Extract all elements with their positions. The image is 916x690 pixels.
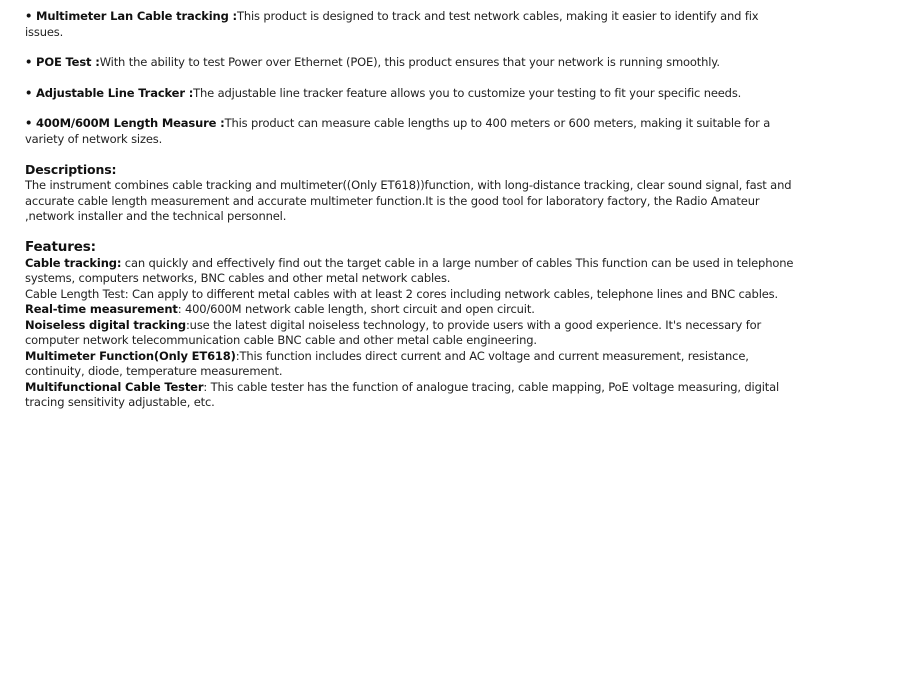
feature-text: :use the latest digital noiseless technology, to provide users with a good experience. It's necessary for computer network telecommunication cable BNC cable and other metal cable engineering. xyxy=(25,317,762,347)
feature-label: Cable tracking: xyxy=(25,255,122,270)
feature-multimeter-function xyxy=(25,349,800,380)
feature-text: : 400/600M network cable length, short circuit and open circuit. xyxy=(177,302,535,316)
feature-text: Cable Length Test: Can apply to different metal cables with at least 2 cores including network cables, telephone lines and BNC cables. xyxy=(25,286,779,301)
feature-noiseless-tracking xyxy=(25,318,800,349)
bullet-text: This product can measure cable lengths up to 400 meters or 600 meters, making it suitable for a variety of network sizes. xyxy=(25,116,771,146)
bullet-item-line-tracker xyxy=(25,86,800,102)
feature-label: Noiseless digital tracking xyxy=(25,317,186,332)
bullet-text: With the ability to test Power over Ethernet (POE), this product ensures that your network is running smoothly. xyxy=(99,55,720,69)
feature-real-time-measurement xyxy=(25,302,800,318)
product-description-content xyxy=(25,9,800,411)
feature-label: Multifunctional Cable Tester xyxy=(25,379,204,394)
descriptions-text: The instrument combines cable tracking and multimeter((Only ET618))function, with long-distance tracking, clear sound signal, fast and accurate cable length measurement and accurate multimeter function.It is the good tool for laboratory factory, the Radio Amateur ,network installer and the technical personnel. xyxy=(25,178,792,223)
feature-label: Multimeter Function(Only ET618) xyxy=(25,348,236,363)
bullet-item-poe-test xyxy=(25,55,800,71)
descriptions-heading: Descriptions: xyxy=(25,162,117,177)
bullet-text: This product is designed to track and test network cables, making it easier to identify and fix issues. xyxy=(25,9,759,39)
bullet-item-cable-tracking xyxy=(25,9,800,40)
feature-label: Real-time measurement xyxy=(25,302,178,316)
feature-cable-tracking xyxy=(25,256,800,287)
bullet-label: • 400M/600M Length Measure : xyxy=(25,116,225,130)
feature-text: : This cable tester has the function of analogue tracing, cable mapping, PoE voltage measuring, digital tracing sensitivity adjustable, etc. xyxy=(25,379,780,409)
bullet-label: • POE Test : xyxy=(25,55,100,69)
bullet-label: • Adjustable Line Tracker : xyxy=(25,85,194,100)
feature-text: :This function includes direct current and AC voltage and current measurement, resistance, continuity, diode, temperature measurement. xyxy=(25,348,749,378)
bullet-item-length-measure xyxy=(25,116,800,147)
bullet-label: • Multimeter Lan Cable tracking : xyxy=(25,9,237,23)
feature-cable-length-test xyxy=(25,287,800,303)
features-heading: Features: xyxy=(25,238,96,255)
feature-text: can quickly and effectively find out the target cable in a large number of cables This function can be used in telephone systems, computers networks, BNC cables and other metal network cables. xyxy=(25,255,794,285)
bullet-text: The adjustable line tracker feature allows you to customize your testing to fit your specific needs. xyxy=(193,85,742,100)
feature-multifunctional-tester xyxy=(25,380,800,411)
